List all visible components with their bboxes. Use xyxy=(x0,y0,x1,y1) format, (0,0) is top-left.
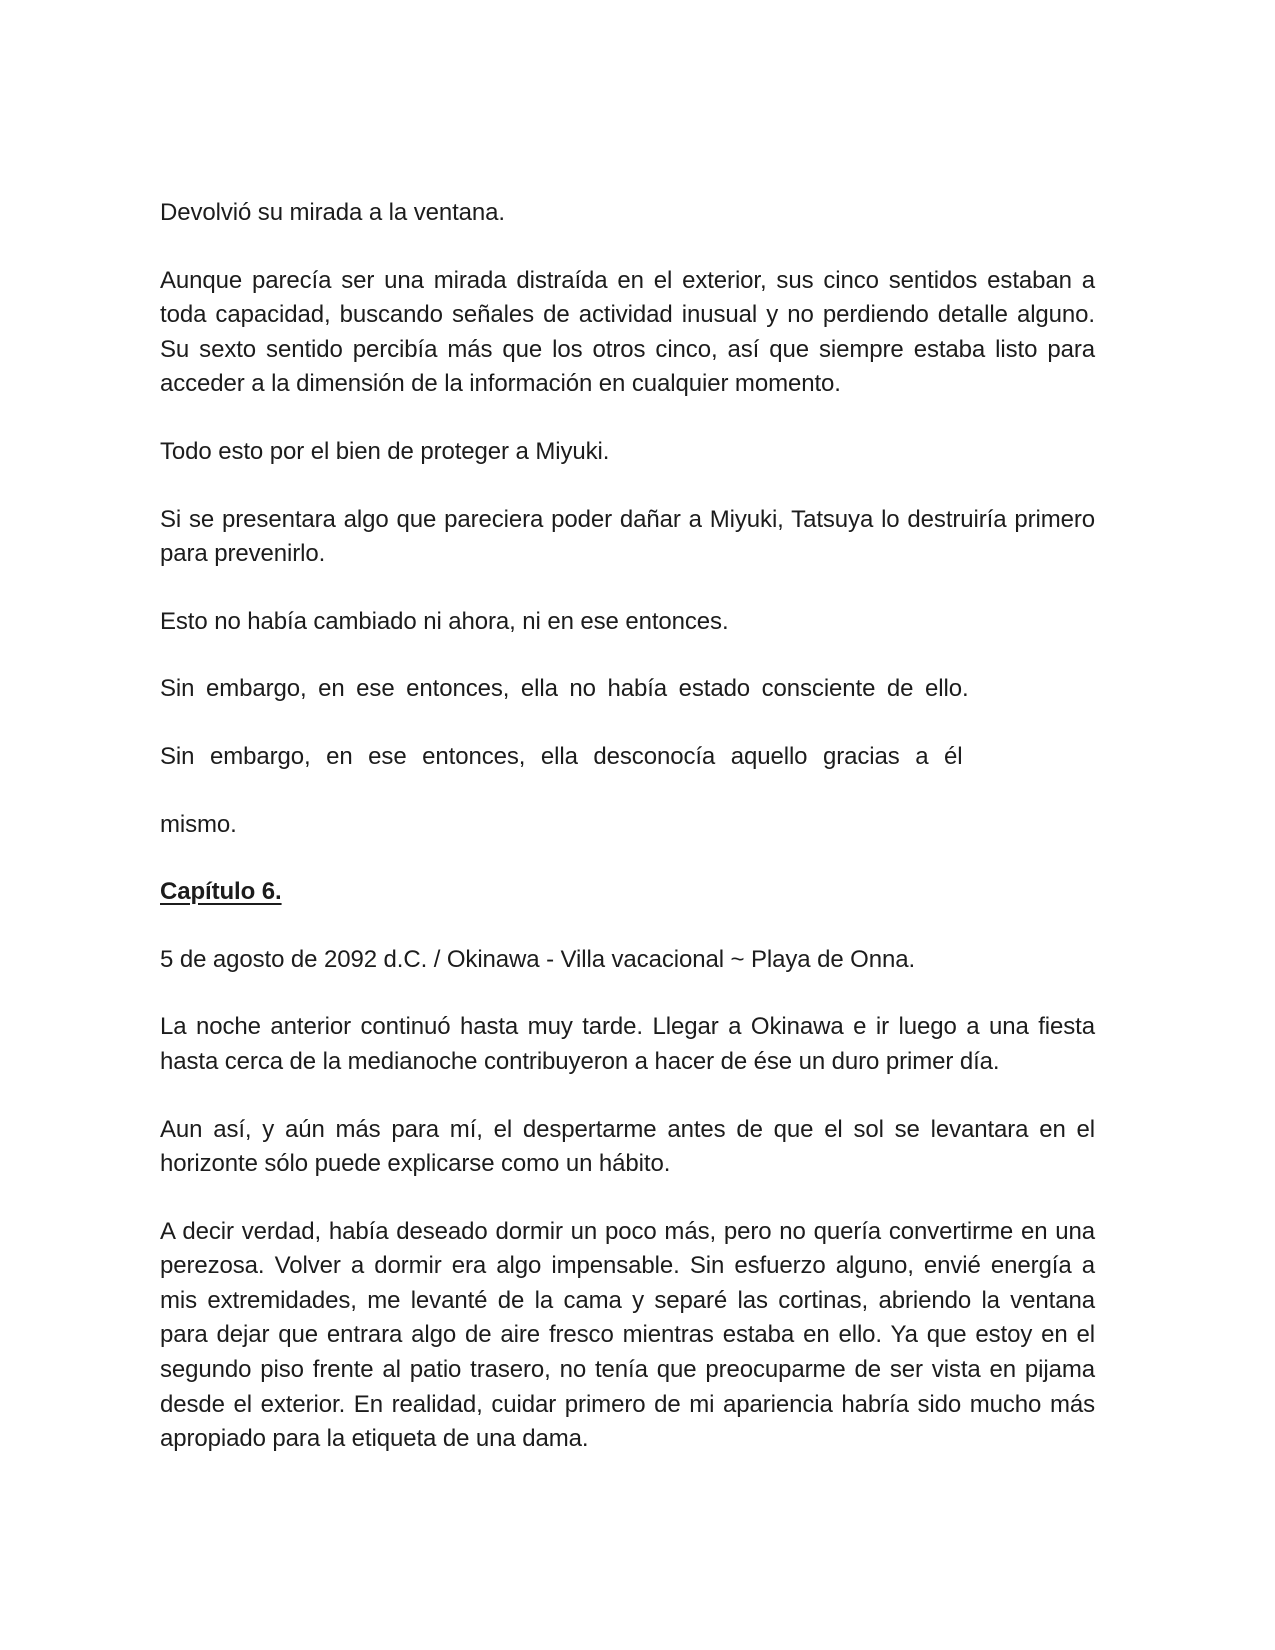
paragraph: Sin embargo, en ese entonces, ella desconocía aquello gracias a él xyxy=(160,742,963,770)
chapter-heading: Capítulo 6. xyxy=(160,878,282,906)
document-body xyxy=(160,196,1095,1457)
paragraph: Si se presentara algo que pareciera poder dañar a Miyuki, Tatsuya lo destruiría primero para prevenirlo. xyxy=(160,505,1095,568)
paragraph: Devolvió su mirada a la ventana. xyxy=(160,199,505,226)
paragraph: Esto no había cambiado ni ahora, ni en ese entonces. xyxy=(160,607,729,635)
paragraph: Todo esto por el bien de proteger a Miyuki. xyxy=(160,437,610,465)
paragraph: La noche anterior continuó hasta muy tarde. Llegar a Okinawa e ir luego a una fiesta hasta cerca de la medianoche contribuyeron a hacer de ése un duro primer día. xyxy=(160,1013,1095,1075)
paragraph: Aunque parecía ser una mirada distraída en el exterior, sus cinco sentidos estaban a toda capacidad, buscando señales de actividad inusual y no perdiendo detalle alguno. Su sexto sentido percibía más que los otros cinco, así que siempre estaba listo para acceder a la dimensión de la información en cualquier momento. xyxy=(160,266,1095,398)
paragraph: A decir verdad, había deseado dormir un poco más, pero no quería convertirme en una perezosa. Volver a dormir era algo impensable. Sin esfuerzo alguno, envié energía a mis extremidades, me levanté de la cama y separé las cortinas, abriendo la ventana para dejar que entrara algo de aire fresco mientras estaba en ello. Ya que estoy en el segundo piso frente al patio trasero, no tenía que preocuparme de ser vista en pijama desde el exterior. En realidad, cuidar primero de mi apariencia habría sido mucho más apropiado para la etiqueta de una dama. xyxy=(160,1217,1095,1453)
paragraph: Sin embargo, en ese entonces, ella no había estado consciente de ello. xyxy=(160,675,969,703)
paragraph: 5 de agosto de 2092 d.C. / Okinawa - Villa vacacional ~ Playa de Onna. xyxy=(160,945,916,973)
paragraph: mismo. xyxy=(160,810,237,838)
paragraph: Aun así, y aún más para mí, el despertarme antes de que el sol se levantara en el horizonte sólo puede explicarse como un hábito. xyxy=(160,1115,1095,1178)
